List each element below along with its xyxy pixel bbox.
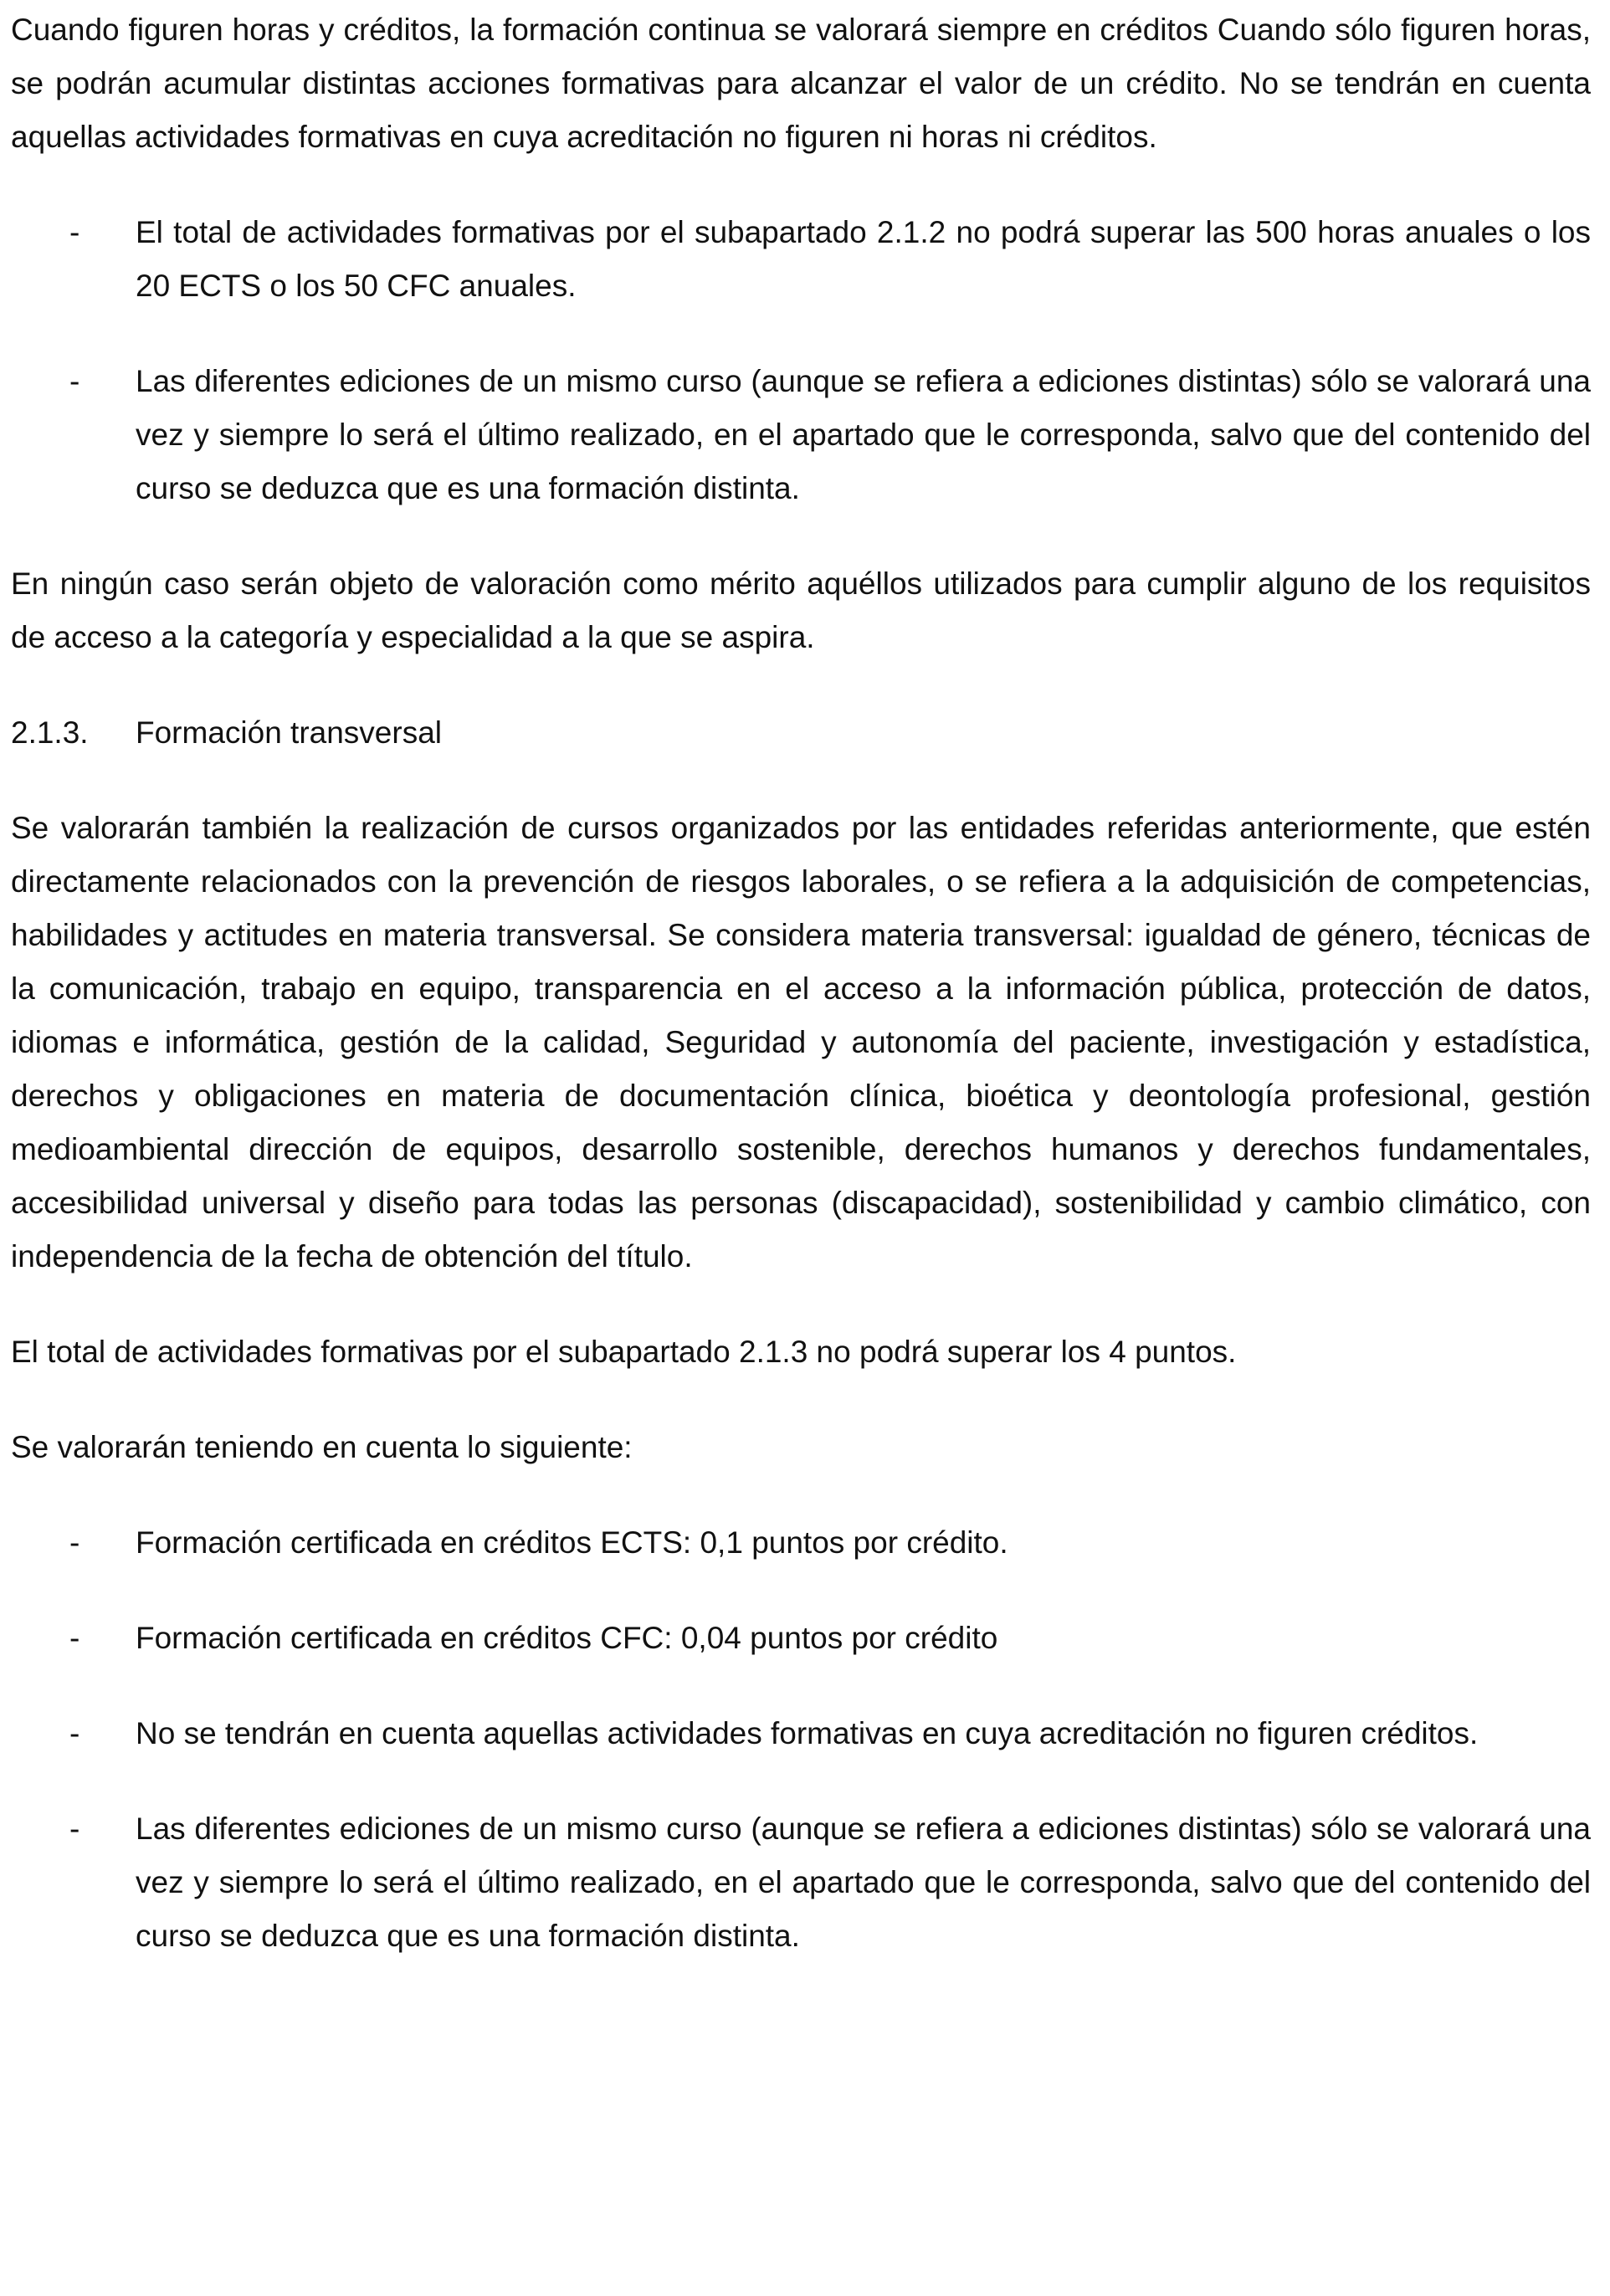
bullet-dash: - (69, 1716, 80, 1750)
list-item-text: El total de actividades formativas por el subapartado 2.1.2 no podrá superar las 500 horas anuales o los 20 ECTS o los 50 CFC anuales. (136, 215, 1591, 303)
list-item-text: Las diferentes ediciones de un mismo curso (aunque se refiera a ediciones distintas) sólo se valorará una vez y siempre lo será el último realizado, en el apartado que le corresponda, salvo que del contenido del curso se deduzca que es una formación distinta. (136, 364, 1591, 505)
list-item-text: Formación certificada en créditos ECTS: 0,1 puntos por crédito. (136, 1525, 1008, 1560)
paragraph-max-points: El total de actividades formativas por el subapartado 2.1.3 no podrá superar los 4 puntos. (11, 1335, 1237, 1369)
bullet-dash: - (69, 215, 80, 249)
list-item-text: Las diferentes ediciones de un mismo curso (aunque se refiera a ediciones distintas) sólo se valorará una vez y siempre lo será el último realizado, en el apartado que le corresponda, salvo que del contenido del curso se deduzca que es una formación distinta. (136, 1812, 1591, 1953)
list-item (11, 355, 1591, 515)
bullet-dash: - (69, 364, 80, 398)
paragraph-exclusion: En ningún caso serán objeto de valoración como mérito aquéllos utilizados para cumplir alguno de los requisitos de acceso a la categoría y especialidad a la que se aspira. (11, 566, 1591, 654)
document-page (11, 3, 1591, 1963)
paragraph-transversal: Se valorarán también la realización de cursos organizados por las entidades referidas anteriormente, que estén directamente relacionados con la prevención de riesgos laborales, o se refiera a la adquisición de competencias, habilidades y actitudes en materia transversal. Se considera materia transversal: igualdad de género, técnicas de la comunicación, trabajo en equipo, transparencia en el acceso a la información pública, protección de datos, idiomas e informática, gestión de la calidad, Seguridad y autonomía del paciente, investigación y estadística, derechos y obligaciones en materia de documentación clínica, bioética y deontología profesional, gestión medioambiental dirección de equipos, desarrollo sostenible, derechos humanos y derechos fundamentales, accesibilidad universal y diseño para todas las personas (discapacidad), sostenibilidad y cambio climático, con independencia de la fecha de obtención del título. (11, 811, 1591, 1274)
bullet-dash: - (69, 1525, 80, 1560)
section-title: Formación transversal (136, 715, 443, 750)
list-item (11, 1802, 1591, 1963)
list-item (11, 206, 1591, 313)
bullet-dash: - (69, 1621, 80, 1655)
paragraph-criteria-intro: Se valorarán teniendo en cuenta lo siguiente: (11, 1430, 633, 1464)
list-item (11, 1612, 1591, 1665)
paragraph-credits-hours: Cuando figuren horas y créditos, la formación continua se valorará siempre en créditos Cuando sólo figuren horas, se podrán acumular distintas acciones formativas para alcanzar el valor de un crédito. No se tendrán en cuenta aquellas actividades formativas en cuya acreditación no figuren ni horas ni créditos. (11, 13, 1591, 154)
list-item (11, 1516, 1591, 1570)
section-number: 2.1.3. (11, 715, 89, 750)
list-item-text: Formación certificada en créditos CFC: 0,04 puntos por crédito (136, 1621, 998, 1655)
list-item-text: No se tendrán en cuenta aquellas actividades formativas en cuya acreditación no figuren créditos. (136, 1716, 1479, 1750)
bullet-dash: - (69, 1812, 80, 1846)
list-item (11, 1707, 1591, 1760)
section-heading (11, 706, 1591, 760)
